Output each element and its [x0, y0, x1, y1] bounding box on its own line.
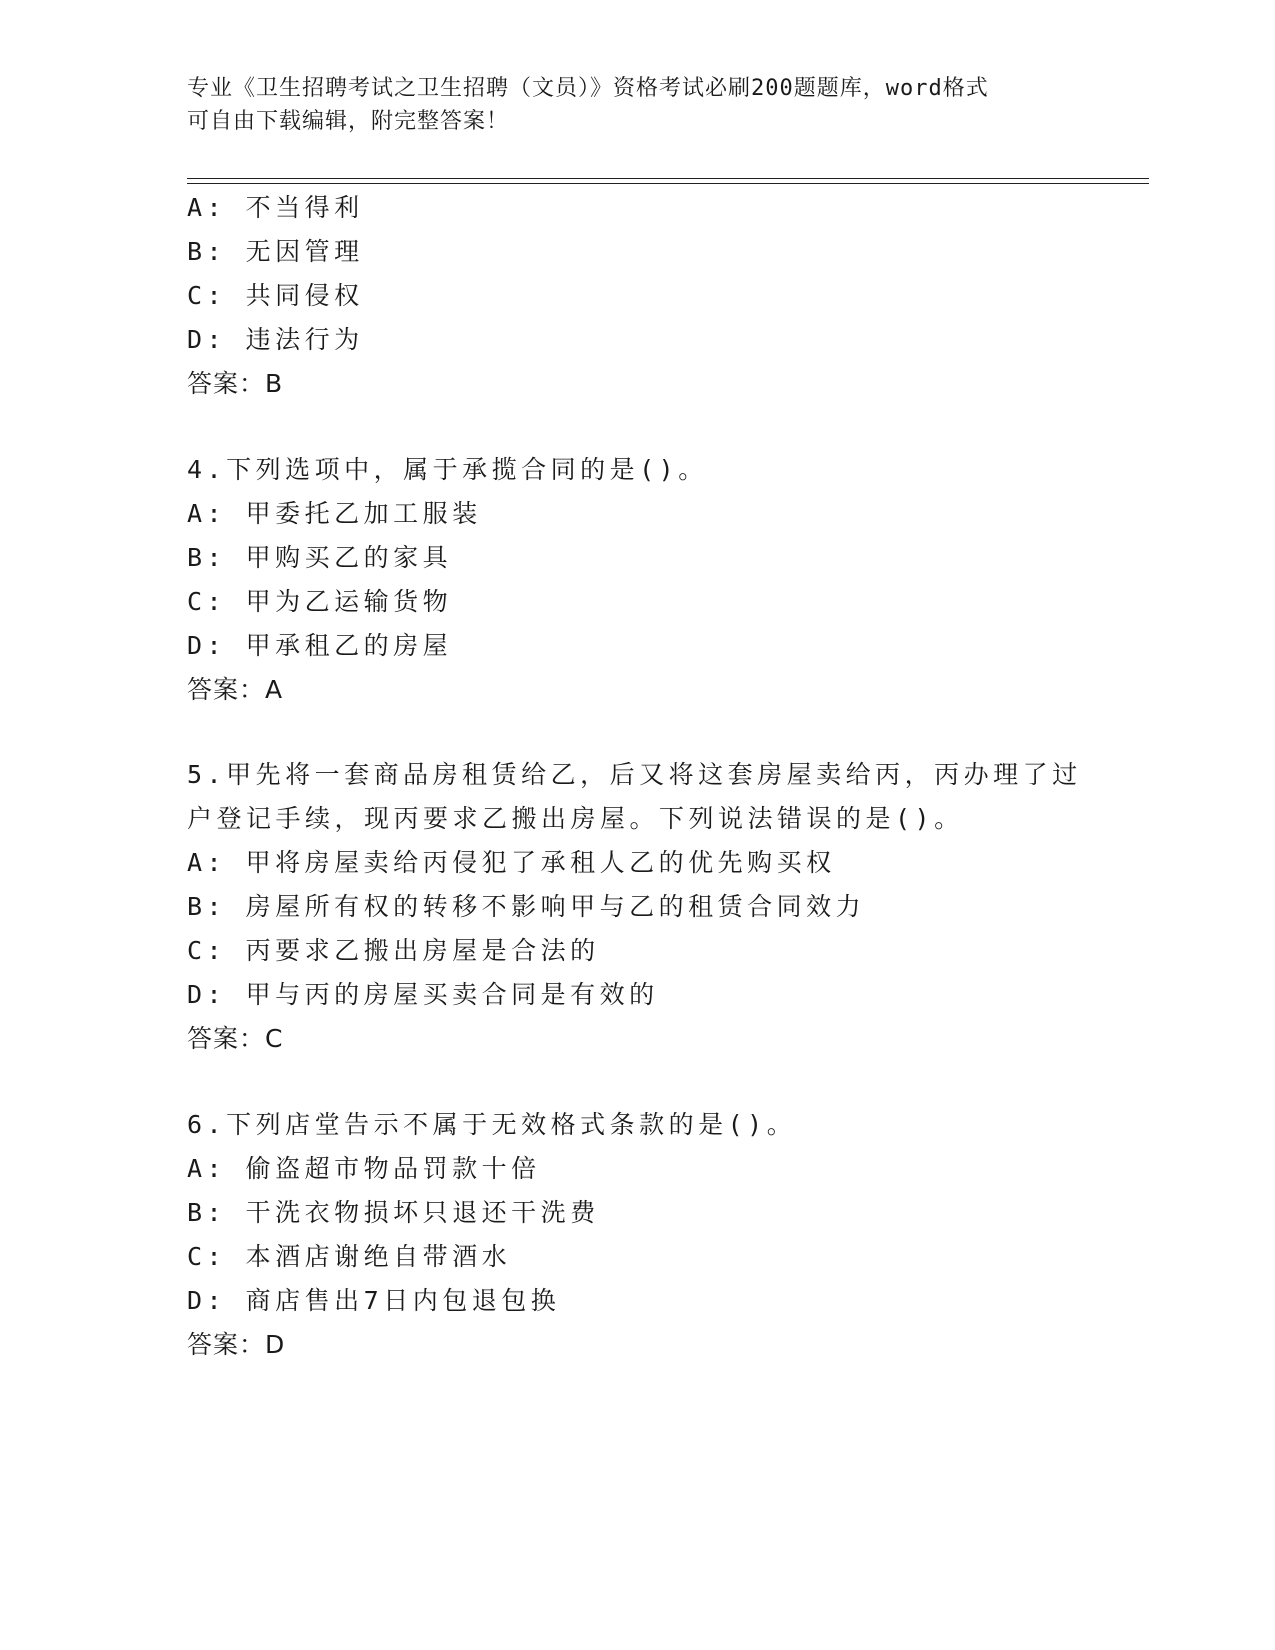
q5-option-b: B: 房屋所有权的转移不影响甲与乙的租赁合同效力 — [187, 892, 866, 921]
q4-option-a: A: 甲委托乙加工服装 — [187, 499, 482, 528]
q5-stem-line-2: 户登记手续，现丙要求乙搬出房屋。下列说法错误的是()。 — [187, 804, 964, 833]
q4-option-d: D: 甲承租乙的房屋 — [187, 631, 453, 660]
q6-stem: 6.下列店堂告示不属于无效格式条款的是()。 — [187, 1110, 797, 1139]
q3-option-a: A: 不当得利 — [187, 193, 364, 222]
document-header — [187, 72, 1087, 138]
header-divider-top — [187, 178, 1149, 179]
q5-option-d: D: 甲与丙的房屋买卖合同是有效的 — [187, 980, 659, 1009]
q5-answer: 答案：C — [187, 1024, 284, 1053]
header-line-2: 可自由下载编辑，附完整答案！ — [187, 109, 510, 134]
q4-stem: 4.下列选项中，属于承揽合同的是()。 — [187, 455, 708, 484]
q3-answer: 答案：B — [187, 369, 284, 398]
q4-option-b: B: 甲购买乙的家具 — [187, 543, 453, 572]
q6-answer: 答案：D — [187, 1330, 286, 1359]
q6-option-d: D: 商店售出7日内包退包换 — [187, 1286, 561, 1315]
q4-option-c: C: 甲为乙运输货物 — [187, 587, 453, 616]
q5-stem-line-1: 5.甲先将一套商品房租赁给乙，后又将这套房屋卖给丙，丙办理了过 — [187, 760, 1082, 789]
q3-option-b: B: 无因管理 — [187, 237, 364, 266]
q4-answer: 答案：A — [187, 675, 284, 704]
q3-option-c: C: 共同侵权 — [187, 281, 364, 310]
q6-option-a: A: 偷盗超市物品罚款十倍 — [187, 1154, 541, 1183]
header-line-1: 专业《卫生招聘考试之卫生招聘（文员）》资格考试必刷200题题库，word格式 — [187, 76, 989, 101]
q6-option-b: B: 干洗衣物损坏只退还干洗费 — [187, 1198, 600, 1227]
q6-option-c: C: 本酒店谢绝自带酒水 — [187, 1242, 512, 1271]
header-divider-bottom — [187, 183, 1149, 184]
q3-option-d: D: 违法行为 — [187, 325, 364, 354]
q5-option-c: C: 丙要求乙搬出房屋是合法的 — [187, 936, 600, 965]
q5-option-a: A: 甲将房屋卖给丙侵犯了承租人乙的优先购买权 — [187, 848, 836, 877]
